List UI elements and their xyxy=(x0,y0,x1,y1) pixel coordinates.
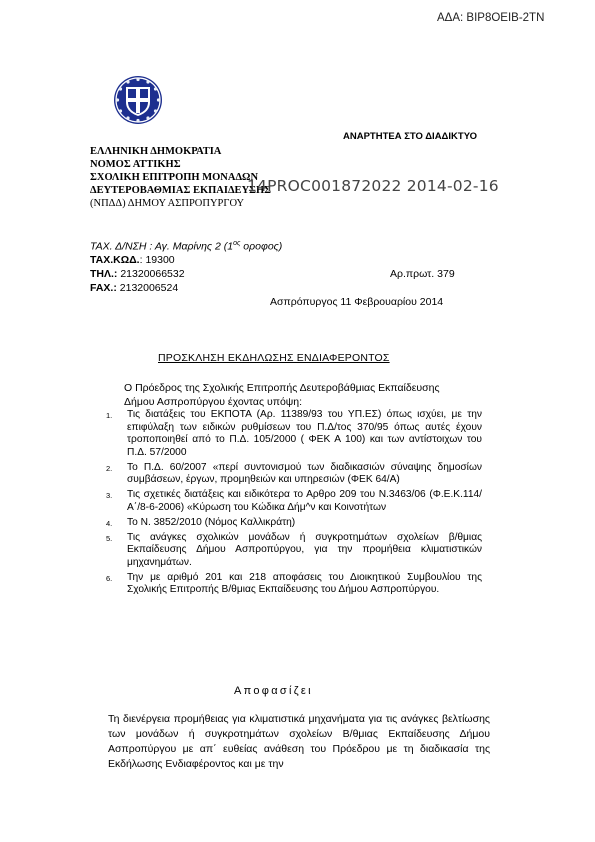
phone-value: 21320066532 xyxy=(117,268,185,280)
issuer-line-2: ΝΟΜΟΣ ΑΤΤΙΚΗΣ xyxy=(90,159,181,170)
greek-state-emblem-icon xyxy=(113,75,163,125)
postal-code-line xyxy=(90,254,175,266)
post-online-notice: ΑΝΑΡΤΗΤΕΑ ΣΤΟ ΔΙΑΔΙΚΤΥΟ xyxy=(343,131,478,142)
list-item xyxy=(106,532,482,570)
list-item xyxy=(106,409,482,459)
list-item xyxy=(106,462,482,487)
fax-value: 2132006524 xyxy=(116,282,179,294)
list-item-text: Τις σχετικές διατάξεις και ειδικότερα το Αρθρο 209 του Ν.3463/06 (Φ.Ε.Κ.114/Α΄/8-6-2006) «Κύρωση του Κώδικα Δήμ^ν και Κοινοτήτων xyxy=(127,489,482,513)
address-line xyxy=(90,240,282,253)
decision-paragraph: Τη διενέργεια προμήθειας για κλιματιστικά μηχανήματα για τις ανάγκες βελτίωσης των μονάδων ή συγκροτημάτων σχολείων Β/θμιας Εκπαίδευσης Δήμου Ασπροπύργου με απ΄ ευθείας ανάθεση του Πρόεδρου με τη διαδικασία της Εκδήλωσης Ενδιαφέροντος και με την xyxy=(108,713,490,770)
postal-value: : 19300 xyxy=(139,254,175,266)
ada-code: ΑΔΑ: ΒΙΡ8ΟΕΙΒ-2ΤΝ xyxy=(437,12,545,24)
list-item-text: Τις ανάγκες σχολικών μονάδων ή συγκροτημάτων σχολείων β/θμιας Εκπαίδευσης Δήμου Ασπροπύργου, για την προμήθεια κλιματιστικών μηχανημάτων. xyxy=(127,531,482,568)
issuer-line-1: ΕΛΛΗΝΙΚΗ ΔΗΜΟΚΡΑΤΙΑ xyxy=(90,146,222,157)
intro-paragraph xyxy=(124,382,440,409)
list-item-number: 5. xyxy=(106,533,113,543)
fax-label: FAX.: xyxy=(90,282,117,294)
list-item-text: Τις διατάξεις του ΕΚΠΟΤΑ (Αρ. 11389/93 του ΥΠ.ΕΣ) όπως ισχύει, με την επιφύλαξη των ειδικών ρυθμίσεων του Π.Δ/τος 370/95 όπως αυτές έχουν τροποποιηθεί από το Π.Δ. 105/2000 ( ΦΕΚ Α 100) και των αντίστοιχων του Π.Δ. 57/2000 xyxy=(127,409,482,458)
intro-line-1: Ο Πρόεδρος της Σχολικής Επιτροπής Δευτεροβάθμιας Εκπαίδευσης xyxy=(124,382,440,394)
list-item-text: Το Π.Δ. 60/2007 «περί συντονισμού των διαδικασιών σύναψης δημοσίων συμβάσεων, έργων, προμηθειών και υπηρεσιών (ΦΕΚ 64/Α) xyxy=(127,461,482,485)
list-item-text: Την με αριθμό 201 και 218 αποφάσεις του Διοικητικού Συμβουλίου της Σχολικής Επιτροπής Β/θμιας Εκπαίδευσης του Δήμου Ασπροπύργου. xyxy=(127,571,482,595)
subject-title: ΠΡΟΣΚΛΗΣΗ ΕΚΔΗΛΩΣΗΣ ΕΝΔΙΑΦΕΡΟΝΤΟΣ xyxy=(158,352,390,364)
fax-line xyxy=(90,282,178,294)
issuer-line-5: (ΝΠΔΔ) ΔΗΜΟΥ ΑΣΠΡΟΠΥΡΓΟΥ xyxy=(90,198,245,209)
list-item-number: 1. xyxy=(106,411,113,420)
list-item-text: Το Ν. 3852/2010 (Νόμος Καλλικράτη) xyxy=(127,516,296,528)
postal-label: ΤΑΧ.ΚΩΔ. xyxy=(90,254,140,266)
list-item-number: 6. xyxy=(106,573,113,583)
list-item xyxy=(106,489,482,514)
intro-line-2: Δήμου Ασπροπύργου έχοντας υπόψη: xyxy=(124,395,303,408)
decides-heading: Αποφασίζει xyxy=(234,685,313,697)
list-item-number: 4. xyxy=(106,518,113,528)
considerations-list xyxy=(106,409,482,599)
phone-label: ΤΗΛ.: xyxy=(90,268,118,280)
address-floor-sup: ος xyxy=(233,240,241,247)
issuer-line-4: ΔΕΥΤΕΡΟΒΑΘΜΙΑΣ ΕΚΠΑΙΔΕΥΣΗΣ xyxy=(90,185,272,196)
protocol-number: Αρ.πρωτ. 379 xyxy=(390,268,455,280)
list-item-number: 3. xyxy=(106,491,113,500)
address-text: ΤΑΧ. Δ/ΝΣΗ : Αγ. Μαρίνης 2 (1 xyxy=(90,240,234,253)
list-item xyxy=(106,517,482,530)
phone-line xyxy=(90,268,185,280)
date-place: Ασπρόπυργος 11 Φεβρουαρίου 2014 xyxy=(270,296,444,308)
list-item xyxy=(106,572,482,597)
list-item-number: 2. xyxy=(106,463,113,473)
overlay-stamp: 14PROC001872022 2014-02-16 xyxy=(247,177,499,195)
issuer-line-3: ΣΧΟΛΙΚΗ ΕΠΙΤΡΟΠΗ ΜΟΝΑΔΩΝ xyxy=(90,172,259,183)
address-end: οροφος) xyxy=(240,240,283,253)
issuer-block xyxy=(90,145,271,210)
